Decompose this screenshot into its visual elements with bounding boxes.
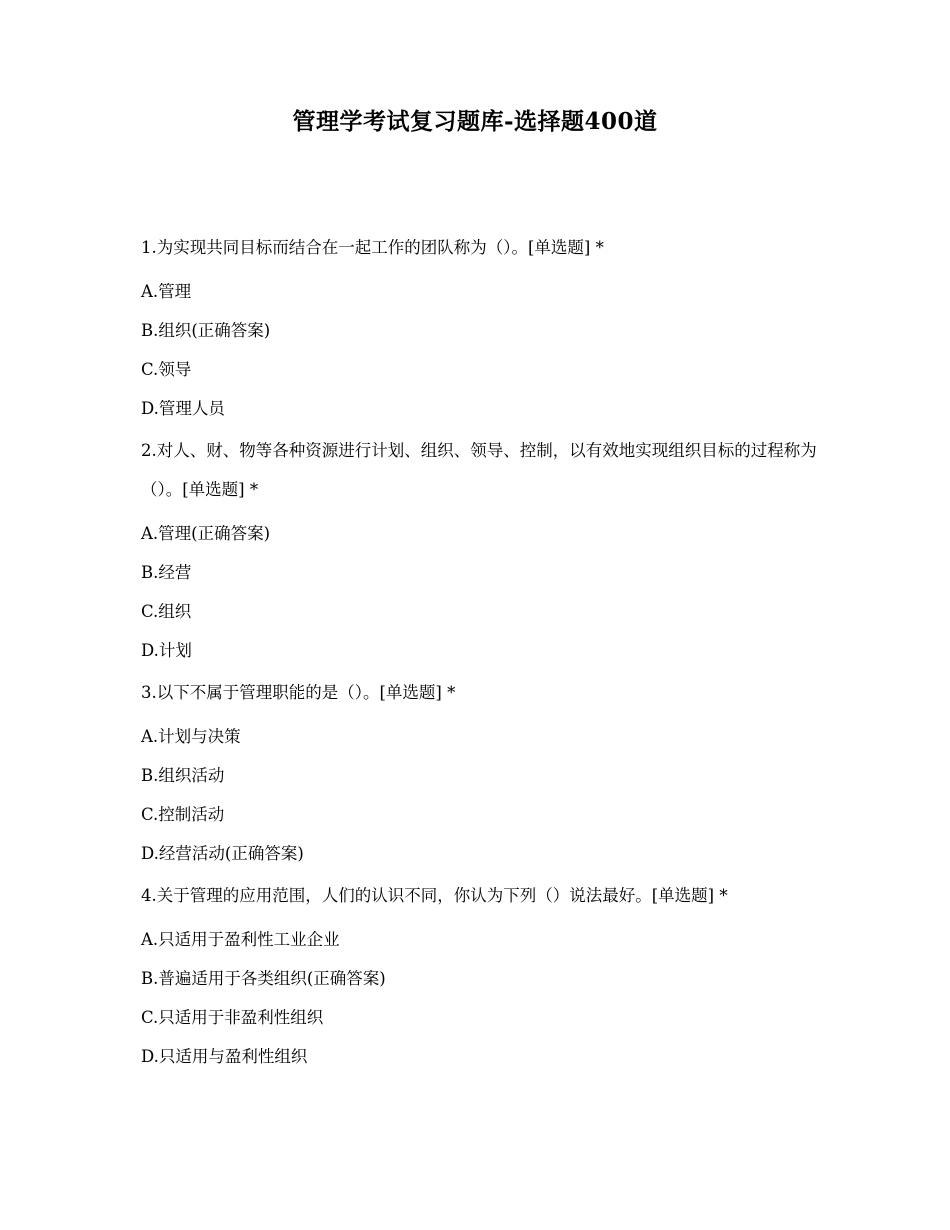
question-stem: 2.对人、财、物等各种资源进行计划、组织、领导、控制，以有效地实现组织目标的过程称为（）。[单选题] * (141, 441, 817, 499)
question-2 (141, 431, 821, 670)
question-4 (141, 876, 821, 1076)
option-b: B.普遍适用于各类组织(正确答案) (141, 969, 386, 988)
option-b: B.经营 (141, 563, 192, 582)
option-d: D.只适用与盈利性组织 (141, 1047, 308, 1066)
question-stem: 4.关于管理的应用范围，人们的认识不同，你认为下列（）说法最好。[单选题] * (141, 886, 728, 905)
question-stem: 1.为实现共同目标而结合在一起工作的团队称为（）。[单选题] * (141, 238, 604, 257)
option-a: A.只适用于盈利性工业企业 (141, 930, 340, 949)
option-d: D.计划 (141, 641, 192, 660)
question-3 (141, 673, 821, 873)
option-d: D.经营活动(正确答案) (141, 844, 304, 863)
option-d: D.管理人员 (141, 399, 225, 418)
option-c: C.领导 (141, 360, 192, 379)
document-title: 管理学考试复习题库-选择题400道 (292, 108, 658, 135)
option-c: C.只适用于非盈利性组织 (141, 1008, 324, 1027)
option-a: A.管理(正确答案) (141, 524, 271, 543)
option-b: B.组织(正确答案) (141, 321, 271, 340)
option-a: A.管理 (141, 282, 192, 301)
option-a: A.计划与决策 (141, 727, 241, 746)
option-b: B.组织活动 (141, 766, 225, 785)
option-c: C.控制活动 (141, 805, 225, 824)
question-list (141, 228, 821, 1079)
question-stem: 3.以下不属于管理职能的是（）。[单选题] * (141, 683, 456, 702)
option-c: C.组织 (141, 602, 192, 621)
question-1 (141, 228, 821, 428)
